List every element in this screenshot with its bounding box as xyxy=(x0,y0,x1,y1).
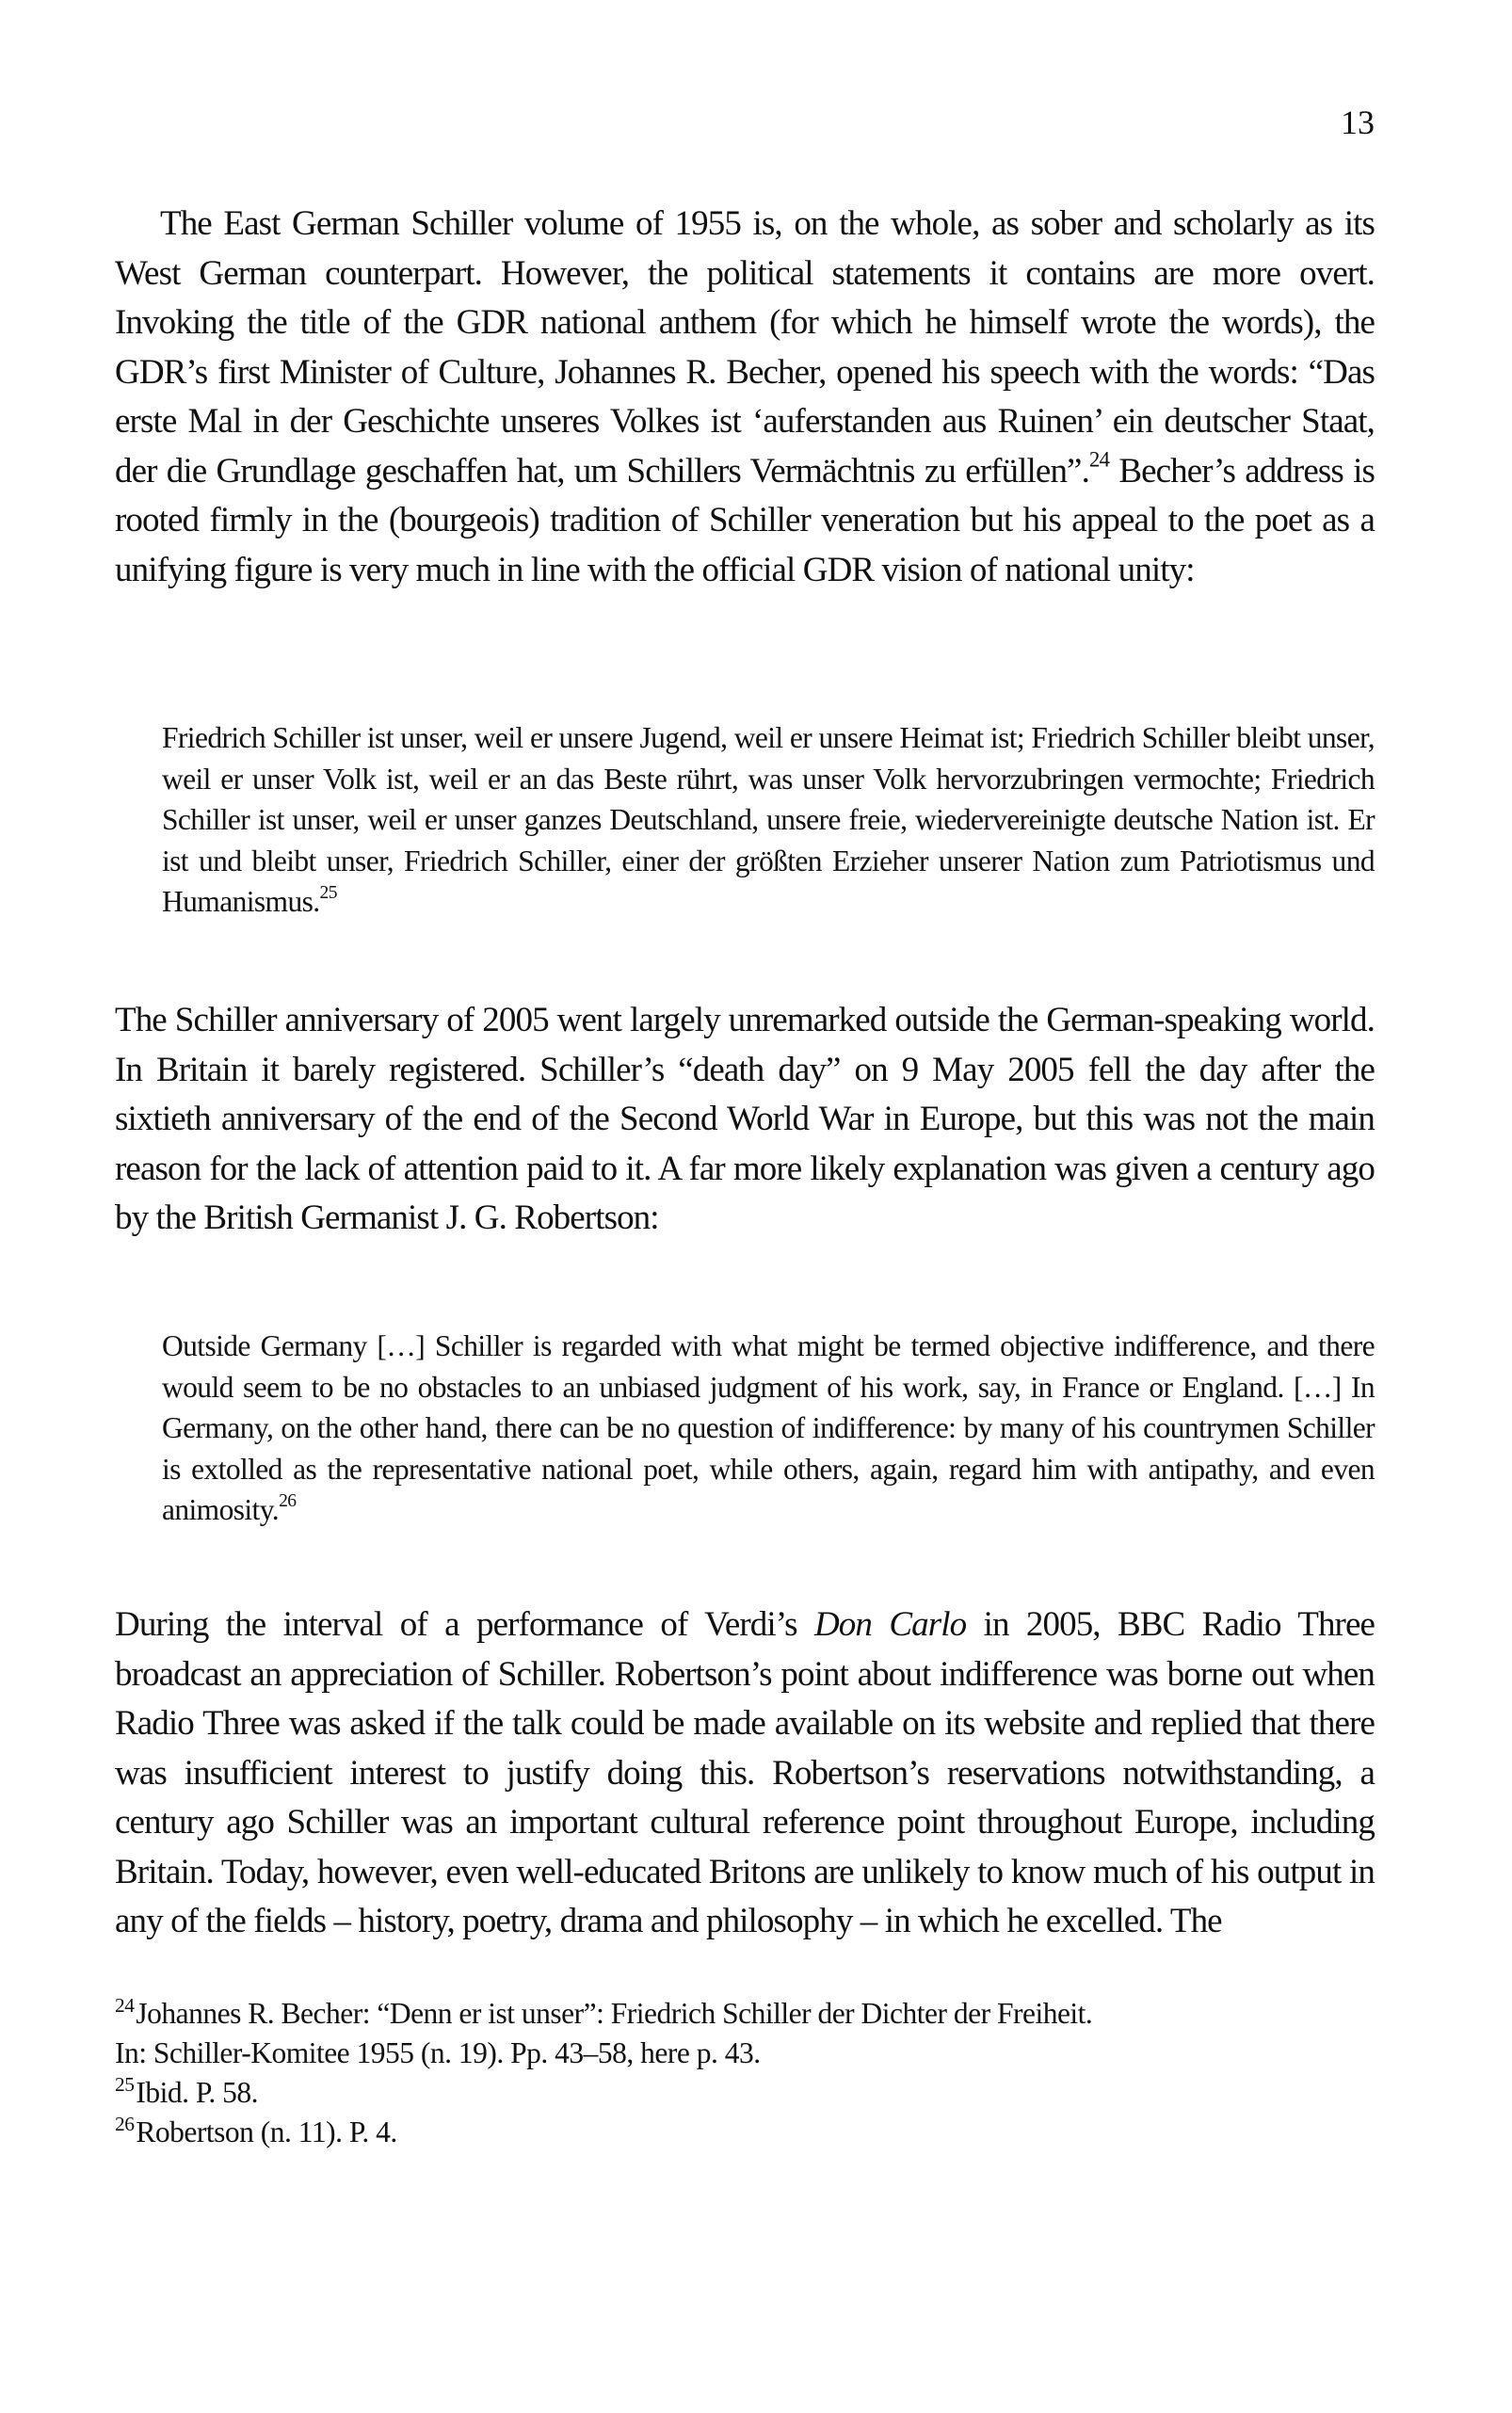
paragraph-text-end: in 2005, BBC Radio Three broadcast an appreciation of Schiller. Robertson’s point about indifference was borne out when Radio Three was asked if the talk could be made available on its website and replied that there was insufficient interest to justify doing this. Robertson’s reservations notwithstanding, a century ago Schiller was an important cultural reference point throughout Europe, including Britain. Today, however, even well-educated Britons are unlikely to know much of his output in any of the fields – history, poetry, drama and philosophy – in which he excelled. The xyxy=(115,1605,1375,1940)
paragraph-text-main: The East German Schiller volume of 1955 is, on the whole, as sober and scholarly as its West German counterpart. However, the political statements it contains are more overt. Invoking the title of the GDR national anthem (for which he himself wrote the words), the GDR’s first Minister of Culture, Johannes R. Becher, opened his speech with the words: “Das erste Mal in der Geschichte unseres Volkes ist ‘auferstanden aus Ruinen’ ein deutscher Staat, der die Grundlage geschaffen hat, um Schillers Vermächtnis zu erfüllen”. xyxy=(115,204,1375,491)
footnote-text: Johannes R. Becher: “Denn er ist unser”: Friedrich Schiller der Dichter der Freiheit. xyxy=(136,1997,1093,2030)
paragraph-east-german-volume xyxy=(115,200,1375,595)
block-quote-robertson xyxy=(162,1326,1375,1531)
footnote-ref-24[interactable]: 24 xyxy=(1088,446,1110,471)
footnote-25 xyxy=(115,2073,1375,2113)
footnote-number: 24 xyxy=(115,1994,135,2018)
quote-text: Friedrich Schiller ist unser, weil er unsere Jugend, weil er unsere Heimat ist; Friedrich Schiller bleibt unser, weil er unser Volk ist, weil er an das Beste rührt, was unser Volk hervorzubringen vermochte; Friedrich Schiller ist unser, weil er unser ganzes Deutschland, unsere freie, wiedervereinigte deutsche Nation ist. Er ist und bleibt unser, Friedrich Schiller, einer der größten Erzieher unserer Nation zum Patriotismus und Humanismus. xyxy=(162,721,1375,918)
footnote-number: 26 xyxy=(115,2113,135,2136)
footnotes-section xyxy=(115,1994,1375,2152)
footnote-text: Ibid. P. 58. xyxy=(136,2076,259,2109)
footnote-ref-25[interactable]: 25 xyxy=(319,882,337,903)
paragraph-text xyxy=(115,1601,1375,1947)
footnote-26 xyxy=(115,2113,1375,2152)
paragraph-anniversary-2005 xyxy=(115,996,1375,1244)
footnote-text: Robertson (n. 11). P. 4. xyxy=(136,2115,397,2148)
paragraph-text-start: During the interval of a performance of Verdi’s xyxy=(115,1605,814,1644)
paragraph-text xyxy=(115,200,1375,595)
opera-title: Don Carlo xyxy=(813,1605,967,1644)
paragraph-text: The Schiller anniversary of 2005 went largely unremarked outside the German-speaking world. In Britain it barely registered. Schiller’s “death day” on 9 May 2005 fell the day after the sixtieth anniversary of the end of the Second World War in Europe, but this was not the main reason for the lack of attention paid to it. A far more likely explanation was given a century ago by the British Germanist J. G. Robertson: xyxy=(115,1001,1375,1237)
footnote-number: 25 xyxy=(115,2073,135,2097)
page-number: 13 xyxy=(1341,104,1375,141)
quote-text: Outside Germany […] Schiller is regarded with what might be termed objective indifference, and there would seem to be no obstacles to an unbiased judgment of his work, say, in France or England. […] In Germany, on the other hand, there can be no question of indifference: by many of his countrymen Schiller is extolled as the representative national poet, while others, again, regard him with antipathy, and even animosity. xyxy=(162,1329,1375,1526)
block-quote-becher xyxy=(162,717,1375,923)
footnote-text-line2: In: Schiller-Komitee 1955 (n. 19). Pp. 43–58, here p. 43. xyxy=(115,2036,761,2069)
paragraph-don-carlo xyxy=(115,1601,1375,1947)
footnote-ref-26[interactable]: 26 xyxy=(279,1490,297,1511)
paragraph-text-continued: Becher’s address is rooted firmly in the (bourgeois) tradition of Schiller veneration but his appeal to the poet as a unifying figure is very much in line with the official GDR vision of national unity: xyxy=(115,451,1375,589)
footnote-24 xyxy=(115,1994,1375,2073)
